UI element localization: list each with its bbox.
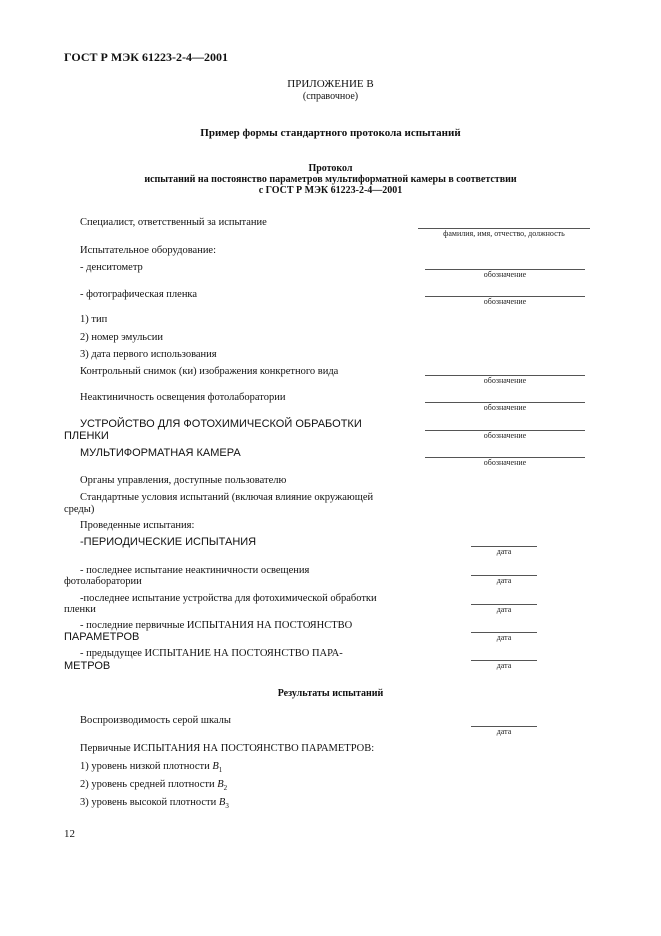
last-darkroom-line-1: - последнее испытание неактиничности освещения (80, 565, 310, 576)
last-initial-line-1: - последние первичные ИСПЫТАНИЯ НА ПОСТОЯНСТВО (80, 620, 353, 631)
low-density-symbol: B (212, 761, 219, 772)
mid-density-symbol: B (217, 779, 224, 790)
control-image-label: Контрольный снимок (ки) изображения конкретного вида (80, 366, 339, 377)
camera-caption: обозначение (483, 458, 527, 467)
results-title: Результаты испытаний (277, 688, 384, 699)
prev-constancy-date-caption: дата (496, 661, 512, 670)
high-density-label: 3) уровень высокой плотности (80, 797, 217, 808)
darkroom-caption: обозначение (483, 403, 527, 412)
equipment-label: Испытательное оборудование: (80, 245, 217, 256)
film-type-label: 1) тип (80, 314, 108, 325)
protocol-line-2: с ГОСТ Р МЭК 61223-2-4—2001 (258, 185, 403, 196)
tests-done-label: Проведенные испытания: (80, 520, 195, 531)
high-density-symbol: B (218, 797, 226, 808)
first-use-label: 3) дата первого использования (80, 349, 217, 360)
prev-constancy-line-1: - предыдущее ИСПЫТАНИЕ НА ПОСТОЯНСТВО ПАРА- (80, 648, 343, 659)
page-number: 12 (64, 828, 75, 840)
mid-density-row (80, 779, 227, 792)
std-conditions-line-2: среды) (64, 504, 95, 515)
densitometer-caption: обозначение (483, 270, 527, 279)
last-processor-line-2: пленки (64, 604, 96, 615)
processor-label-line-2: ПЛЕНКИ (64, 430, 109, 442)
low-density-row (80, 761, 222, 774)
mid-density-subscript: 2 (223, 784, 228, 793)
last-processor-line-1: -последнее испытание устройства для фотохимической обработки (80, 593, 377, 604)
document-header: ГОСТ Р МЭК 61223-2-4—2001 (64, 50, 228, 64)
prev-constancy-line-2: МЕТРОВ (64, 660, 111, 672)
protocol-title: Протокол (308, 163, 353, 174)
appendix-note: (справочное) (302, 91, 359, 102)
last-darkroom-line-2: фотолаборатории (64, 576, 142, 587)
controls-label: Органы управления, доступные пользователю (80, 475, 287, 486)
high-density-row (80, 797, 229, 810)
appendix-title: ПРИЛОЖЕНИЕ В (287, 78, 374, 90)
film-caption: обозначение (483, 297, 527, 306)
densitometer-label: - денситометр (80, 262, 143, 273)
mid-density-label: 2) уровень средней плотности (80, 779, 215, 790)
specialist-caption: фамилия, имя, отчество, должность (443, 229, 565, 238)
last-processor-date-caption: дата (496, 605, 512, 614)
periodic-date-caption: дата (496, 547, 512, 556)
example-title: Пример формы стандартного протокола испытаний (200, 127, 461, 139)
emulsion-label: 2) номер эмульсии (80, 332, 163, 343)
last-darkroom-date-caption: дата (496, 576, 512, 585)
specialist-label: Специалист, ответственный за испытание (80, 217, 267, 228)
processor-caption: обозначение (483, 431, 527, 440)
gray-scale-label: Воспроизводимость серой шкалы (80, 715, 231, 726)
protocol-line-1: испытаний на постоянство параметров мультиформатной камеры в соответствии (144, 174, 517, 185)
std-conditions-line-1: Стандартные условия испытаний (включая влияние окружающей (80, 492, 374, 503)
gray-scale-date-caption: дата (496, 727, 512, 736)
control-image-caption: обозначение (483, 376, 527, 385)
last-initial-line-2: ПАРАМЕТРОВ (64, 631, 140, 643)
last-initial-date-caption: дата (496, 633, 512, 642)
low-density-label: 1) уровень низкой плотности (80, 761, 210, 772)
periodic-tests-label: -ПЕРИОДИЧЕСКИЕ ИСПЫТАНИЯ (80, 536, 257, 548)
camera-label: МУЛЬТИФОРМАТНАЯ КАМЕРА (80, 447, 241, 459)
processor-label-line-1: УСТРОЙСТВО ДЛЯ ФОТОХИМИЧЕСКОЙ ОБРАБОТКИ (80, 418, 362, 430)
initial-tests-label: Первичные ИСПЫТАНИЯ НА ПОСТОЯНСТВО ПАРАМЕТРОВ: (80, 743, 375, 754)
high-density-subscript: 3 (225, 802, 229, 811)
film-label: - фотографическая пленка (80, 289, 198, 300)
darkroom-label: Неактиничность освещения фотолаборатории (80, 392, 286, 403)
low-density-subscript: 1 (218, 766, 223, 775)
